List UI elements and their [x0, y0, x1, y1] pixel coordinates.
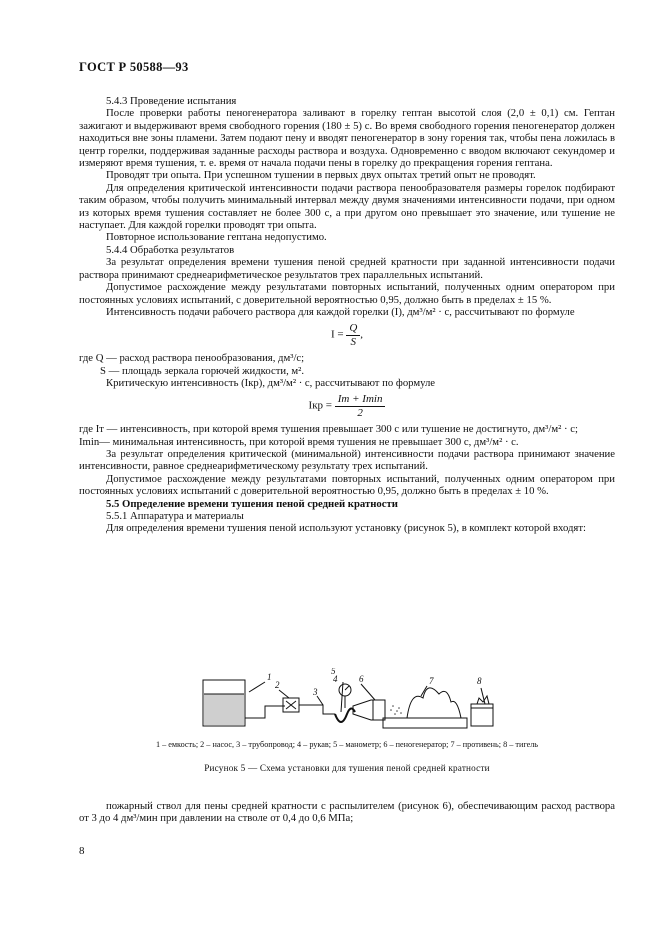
- paragraph: Повторное использование гептана недопустимо.: [106, 231, 327, 244]
- flame-shape: [407, 688, 461, 718]
- section-heading-55: 5.5 Определение времени тушения пеной средней кратности: [106, 497, 398, 510]
- figure-label: 1: [267, 672, 272, 682]
- continuation-text: [79, 800, 615, 825]
- tray-shape: [383, 718, 467, 728]
- formula-tail: ,: [360, 328, 364, 341]
- paragraph: Для определения времени тушения пеной используют установку (рисунок 5), в комплект которой входят:: [106, 522, 586, 535]
- foam-spray: [390, 705, 402, 715]
- formula-lhs: I =: [330, 328, 344, 341]
- paragraph: За результат определения критической (минимальной) интенсивности подачи раствора принимают значение интенсивности, равное среднеарифметическому результату трех испытаний.: [79, 447, 615, 473]
- formula-fraction: [335, 393, 386, 419]
- figure-label: 7: [429, 676, 434, 686]
- foam-generator-shape: [353, 700, 385, 720]
- figure-label: 4: [333, 674, 338, 684]
- formula-fraction: [346, 322, 360, 348]
- paragraph: Допустимое расхождение между результатами повторных испытаний, полученных одним оператором при постоянных условиях испытаний, с доверительной вероятностью 0,95, должно быть в пределах ± 15 %.: [79, 281, 615, 306]
- figure-label: 8: [477, 676, 482, 686]
- formula-denominator: S: [350, 335, 357, 348]
- formula-intensity: [79, 322, 615, 348]
- formula-where: S — площадь зеркала горючей жидкости, м².: [100, 364, 305, 377]
- pipeline-shape: [245, 706, 285, 718]
- figure-label: 6: [359, 674, 364, 684]
- page-number: 8: [79, 845, 85, 857]
- figure-label: 3: [313, 687, 318, 697]
- paragraph: Проводят три опыта. При успешном тушении в первых двух опытах третий опыт не проводят.: [106, 169, 536, 182]
- paragraph: пожарный ствол для пены средней кратности с распылителем (рисунок 6), обеспечивающим расход раствора от 3 до 4 дм³/мин при давлении на стволе от 0,4 до 0,6 МПа;: [79, 800, 615, 825]
- paragraph: Для определения критической интенсивности подачи раствора пенообразователя размеры горелок подбирают таким образом, чтобы получить минимальный интервал между двумя значениями интенсивности подачи, при одном из которых время тушения составляет не более 300 с, а при другом оно превышает это значение, или тушение не наступает. Для каждой горелки проводят три опыта.: [79, 181, 615, 232]
- formula-definition: Imin— минимальная интенсивность, при которой время тушения не превышает 300 с, дм³/м² · с.: [79, 435, 519, 448]
- formula-definition: где Iт — интенсивность, при которой время тушения превышает 300 с или тушение не достигнуто, дм³/м² · с;: [79, 423, 578, 436]
- paragraph: Критическую интенсивность (Iкр), дм³/м² · с, рассчитывают по формуле: [106, 376, 436, 389]
- formula-where: где Q — расход раствора пенообразования, дм³/с;: [79, 352, 305, 365]
- formula-numerator: Iт + Imin: [335, 393, 386, 406]
- liquid-fill: [204, 694, 244, 725]
- formula-denominator: 2: [357, 406, 363, 419]
- formula-numerator: Q: [346, 322, 360, 335]
- paragraph: После проверки работы пеногенератора заливают в горелку гептан высотой слоя (2,0 ± 0,1) см. Гептан зажигают и выдерживают время свободного горения (180 ± 5) с. Во время свободного горения пеногенератор должен находиться вне зоны пламени. Затем подают пену и вводят пеногенератор в зону горения так, чтобы пена ложилась в центр горелки, поддерживая заданные расходы раствора и воздуха. Одновременно с вводом включают секундомер и измеряют время тушения, т. е. время от начала подачи пены в горелку до прекращения горения гептана.: [79, 107, 615, 170]
- document-header: ГОСТ Р 50588—93: [79, 60, 189, 74]
- figure-label: 5: [331, 668, 336, 676]
- subsection-heading-551: 5.5.1 Аппаратура и материалы: [106, 510, 244, 522]
- formula-lhs: Iкр =: [308, 399, 332, 412]
- hose-shape: [335, 708, 355, 722]
- figure-caption: Рисунок 5 — Схема установки для тушения пеной средней кратности: [204, 763, 490, 773]
- paragraph: За результат определения времени тушения пеной средней кратности при заданной интенсивности подачи раствора принимают среднеарифметическое результатов трех параллельных испытаний.: [79, 256, 615, 281]
- section-heading-544: 5.4.4 Обработка результатов: [106, 243, 235, 256]
- setup-diagram: [195, 668, 507, 734]
- paragraph: Интенсивность подачи рабочего раствора для каждой горелки (I), дм³/м² · с, рассчитывают по формуле: [106, 305, 575, 318]
- section-heading-543: 5.4.3 Проведение испытания: [106, 95, 237, 107]
- figure-label: 2: [275, 680, 280, 690]
- figure-legend: 1 – емкость; 2 – насос, 3 – трубопровод; 4 – рукав; 5 – манометр; 6 – пеногенератор; 7 – противень; 8 – тигель: [155, 740, 539, 749]
- main-text: [79, 95, 615, 535]
- crucible-shape: [471, 704, 493, 726]
- formula-critical-intensity: [79, 393, 615, 419]
- paragraph: Допустимое расхождение между результатами повторных испытаний, полученных одним оператором при постоянных условиях испытаний с доверительной вероятностью 0,95, должно быть в пределах ± 10 %.: [79, 472, 615, 498]
